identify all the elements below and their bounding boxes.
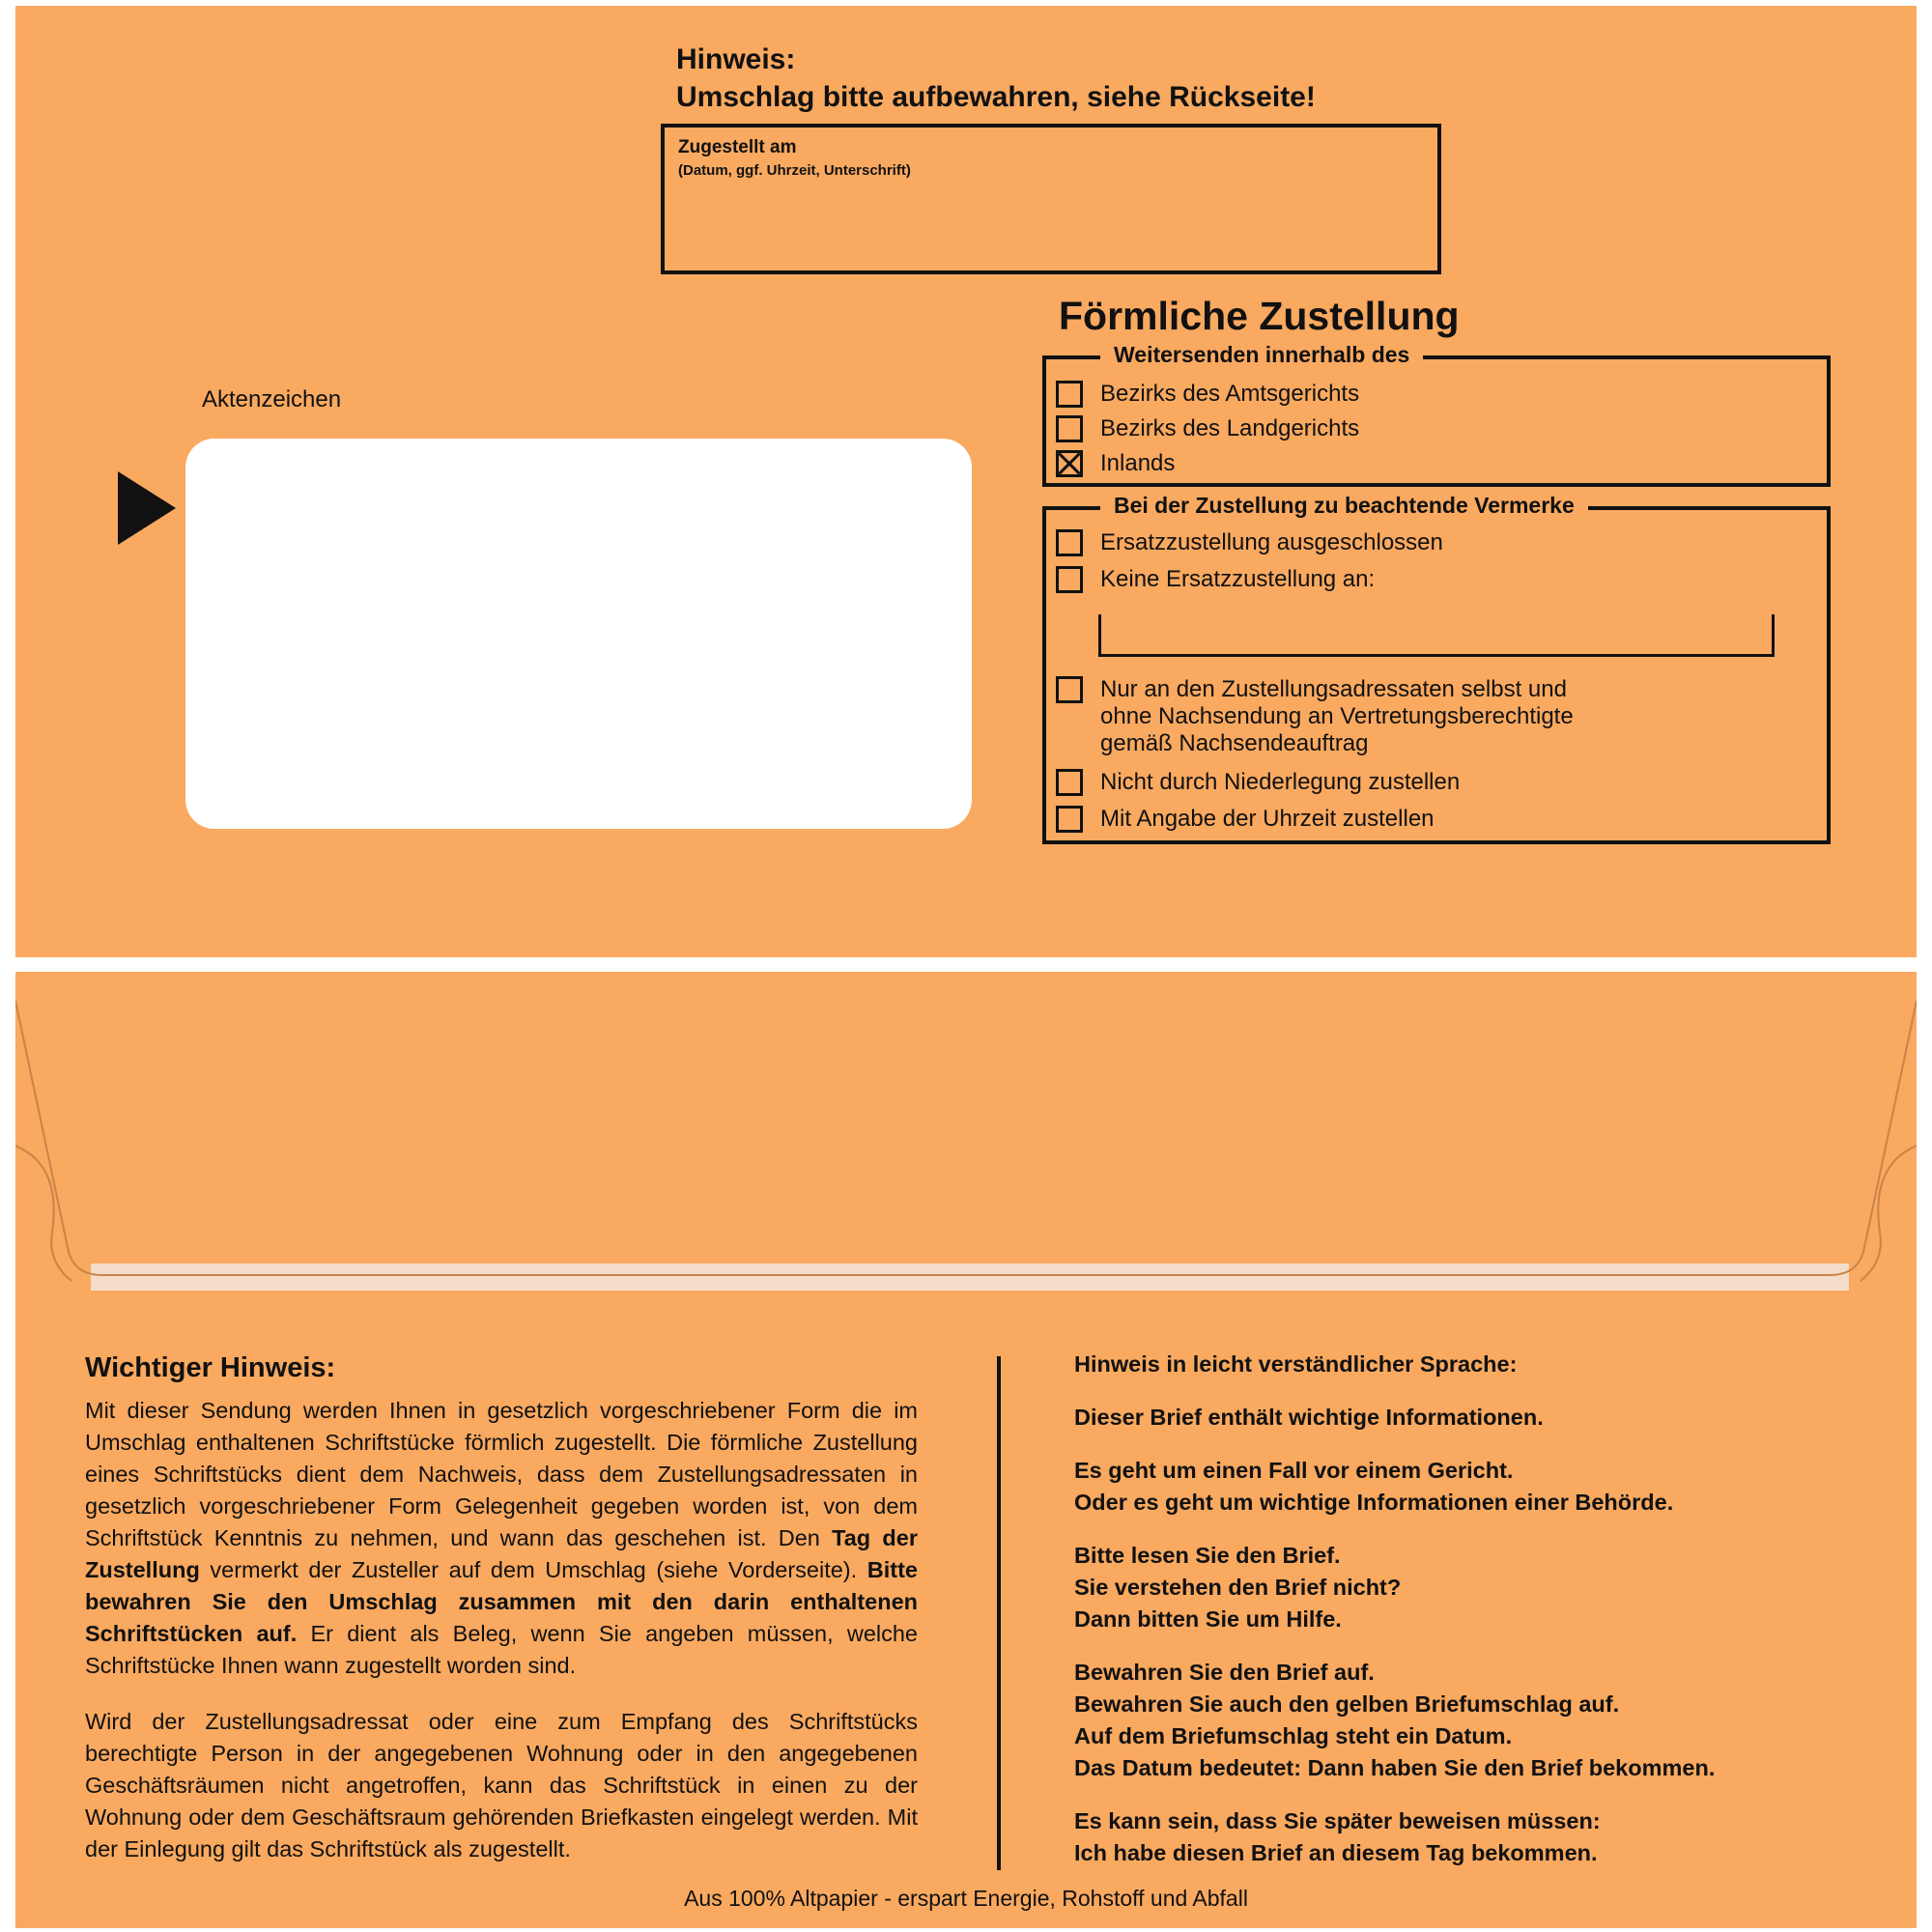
easy-language-paragraph: [1074, 1455, 1828, 1519]
text-run: Mit dieser Sendung werden Ihnen in gesetzlich vorgeschriebener Form die im Umschlag enthaltenen Schriftstücke förmlich zugestellt. Die förmliche Zustellung eines Schriftstücks dient dem Nachweis, dass dem Zustellungsadressaten in gesetzlich vorgeschriebener Form Gelegenheit gegeben worden ist, von dem Schriftstück Kenntnis zu nehmen, und wann das geschehen ist. Den: [85, 1398, 918, 1550]
page-title: Förmliche Zustellung: [1059, 294, 1460, 338]
notice-paragraph: Wird der Zustellungsadressat oder eine zum Empfang des Schriftstücks berechtigte Person in der angegebenen Wohnung oder in den angegebenen Geschäftsräumen nicht angetroffen, kann das Schriftstück in einen zu der Wohnung oder dem Geschäftsraum gehörenden Briefkasten eingelegt werden. Mit der Einlegung gilt das Schriftstück als zugestellt.: [85, 1709, 918, 1861]
delivered-on-field[interactable]: [661, 124, 1441, 274]
text-line: Es geht um einen Fall vor einem Gericht.: [1074, 1458, 1514, 1483]
checkbox-no-substitute-to[interactable]: [1056, 566, 1083, 593]
recycled-paper-note: Aus 100% Altpapier - erspart Energie, Rohstoff und Abfall: [684, 1886, 1248, 1911]
checkbox-no-substitute[interactable]: [1056, 529, 1083, 556]
text-run-bold: Tag der Zustellung: [85, 1525, 918, 1582]
forwarding-group-title: Weitersenden innerhalb des: [1100, 342, 1423, 368]
checkbox-label-multiline: [1100, 676, 1574, 757]
checkbox-row-no-substitute[interactable]: [1056, 529, 1443, 556]
column-divider: [997, 1356, 1001, 1870]
text-line: Das Datum bedeutet: Dann haben Sie den Brief bekommen.: [1074, 1755, 1716, 1780]
text-line: Oder es geht um wichtige Informationen einer Behörde.: [1074, 1490, 1674, 1515]
delivered-on-hint: (Datum, ggf. Uhrzeit, Unterschrift): [678, 162, 911, 179]
address-window: [185, 439, 972, 829]
easy-language-paragraph: [1074, 1805, 1828, 1869]
envelope-back: [15, 972, 1917, 1928]
notice-heading: [676, 41, 1316, 116]
delivery-notes-group: [1042, 493, 1831, 844]
easy-language-notice: [1074, 1349, 1828, 1890]
text-run-bold: Bitte bewahren Sie den Umschlag zusammen mit den darin enthaltenen Schriftstücken auf.: [85, 1557, 918, 1646]
delivery-notes-group-title: Bei der Zustellung zu beachtende Vermerke: [1100, 493, 1588, 519]
checkbox-label: Bezirks des Landgerichts: [1100, 415, 1360, 441]
checkbox-label: Ersatzzustellung ausgeschlossen: [1100, 529, 1443, 555]
checkbox-row-amtsgericht[interactable]: [1056, 381, 1359, 408]
checkbox-row-no-substitute-to[interactable]: [1056, 566, 1375, 593]
text-line: Dann bitten Sie um Hilfe.: [1074, 1606, 1342, 1632]
checkbox-inlands-checked[interactable]: [1056, 450, 1083, 477]
text-run: Er dient als Beleg, wenn Sie angeben müssen, welche Schriftstücke Ihnen wann zugestellt worden sind.: [85, 1621, 918, 1678]
easy-language-title: Hinweis in leicht verständlicher Sprache:: [1074, 1351, 1518, 1377]
checkbox-row-addressee-only[interactable]: [1056, 676, 1574, 757]
easy-language-paragraph: Dieser Brief enthält wichtige Informationen.: [1074, 1405, 1544, 1430]
checkbox-amtsgericht[interactable]: [1056, 381, 1083, 408]
checkbox-label: Inlands: [1100, 450, 1176, 476]
checkbox-label: Bezirks des Amtsgerichts: [1100, 381, 1360, 407]
easy-language-paragraph: [1074, 1657, 1828, 1784]
text-line: Es kann sein, dass Sie später beweisen müssen:: [1074, 1808, 1601, 1833]
checkbox-label: Keine Ersatzzustellung an:: [1100, 566, 1376, 592]
checkbox-with-time[interactable]: [1056, 806, 1083, 833]
text-line: Bewahren Sie auch den gelben Briefumschlag auf.: [1074, 1691, 1620, 1717]
notice-label: Hinweis:: [676, 43, 796, 75]
text-line: Bewahren Sie den Brief auf.: [1074, 1660, 1375, 1685]
checkbox-row-no-deposit[interactable]: [1056, 769, 1460, 796]
easy-language-paragraph: [1074, 1540, 1828, 1635]
substitute-name-field[interactable]: [1098, 614, 1775, 657]
checkbox-row-landgericht[interactable]: [1056, 415, 1359, 442]
checkbox-landgericht[interactable]: [1056, 415, 1083, 442]
envelope-flap: [15, 972, 1917, 1291]
text-line: Bitte lesen Sie den Brief.: [1074, 1543, 1341, 1568]
forwarding-group: [1042, 342, 1831, 487]
notice-text: Umschlag bitte aufbewahren, siehe Rückseite!: [676, 81, 1316, 113]
checkbox-row-inlands[interactable]: [1056, 450, 1175, 477]
arrow-marker-icon: [118, 471, 176, 545]
checkbox-label: Nicht durch Niederlegung zustellen: [1100, 769, 1461, 795]
checkbox-label-line: ohne Nachsendung an Vertretungsberechtigte: [1100, 703, 1574, 729]
checkbox-addressee-only[interactable]: [1056, 676, 1083, 703]
checkbox-label-line: gemäß Nachsendeauftrag: [1100, 730, 1369, 756]
text-line: Sie verstehen den Brief nicht?: [1074, 1575, 1402, 1600]
file-reference-label: Aktenzeichen: [202, 386, 342, 412]
envelope-front: [15, 6, 1917, 957]
checkbox-no-deposit[interactable]: [1056, 769, 1083, 796]
text-run: vermerkt der Zusteller auf dem Umschlag (siehe Vorderseite).: [199, 1557, 867, 1582]
important-notice-body: [85, 1395, 918, 1889]
checkbox-row-with-time[interactable]: [1056, 806, 1435, 833]
notice-paragraph: [85, 1395, 918, 1682]
text-line: Auf dem Briefumschlag steht ein Datum.: [1074, 1723, 1513, 1748]
important-notice-title: Wichtiger Hinweis:: [85, 1352, 336, 1383]
checkbox-label-line: Nur an den Zustellungsadressaten selbst und: [1100, 676, 1567, 702]
delivered-on-label: Zugestellt am: [678, 137, 797, 157]
checkbox-label: Mit Angabe der Uhrzeit zustellen: [1100, 806, 1435, 832]
text-line: Ich habe diesen Brief an diesem Tag bekommen.: [1074, 1840, 1598, 1865]
